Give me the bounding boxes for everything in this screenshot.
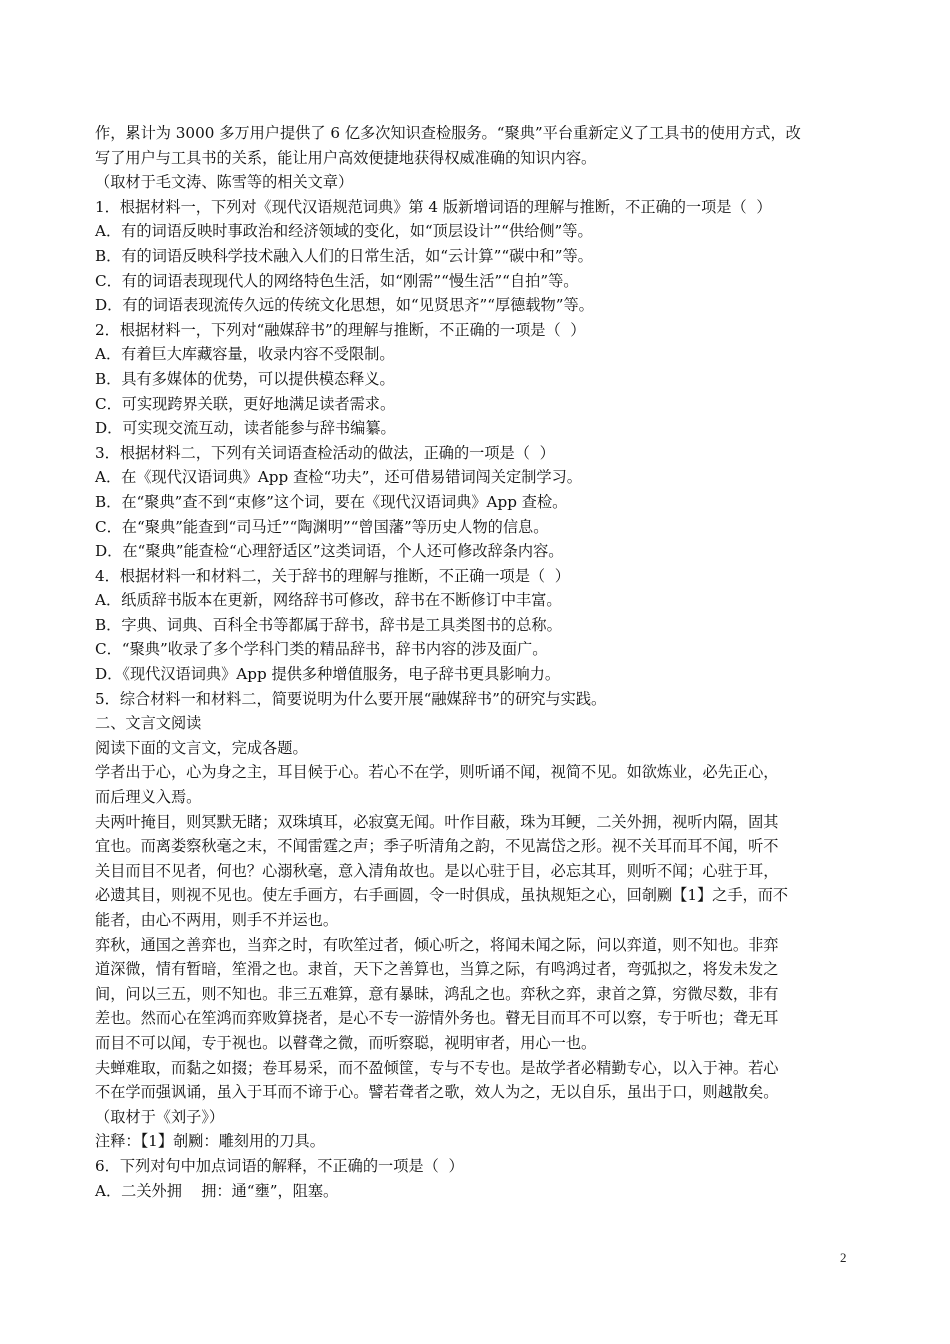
text-line: 注释：【1】剞劂：雕刻用的刀具。 — [95, 1132, 325, 1151]
text-line: A．有着巨大库藏容量，收录内容不受限制。 — [95, 345, 395, 364]
text-line: 1．根据材料一，下列对《现代汉语规范词典》第 4 版新增词语的理解与推断，不正确的一项是（ ） — [95, 197, 772, 216]
text-line: 6．下列对句中加点词语的解释，不正确的一项是（ ） — [95, 1156, 464, 1175]
document-body — [95, 121, 865, 1203]
text-line: 而后理义入焉。 — [95, 788, 202, 807]
text-line: 弈秋，通国之善弈也，当弈之时，有吹笙过者，倾心听之，将闻未闻之际，问以弈道，则不知也。非弈 — [95, 935, 779, 954]
text-line: （取材于毛文涛、陈雪等的相关文章） — [95, 173, 354, 192]
text-line: 5．综合材料一和材料二，简要说明为什么要开展“融媒辞书”的研究与实践。 — [95, 689, 607, 708]
text-line: C．有的词语表现现代人的网络特色生活，如“刚需”“慢生活”“自拍”等。 — [95, 271, 579, 290]
text-line: 写了用户与工具书的关系，能让用户高效便捷地获得权威准确的知识内容。 — [95, 148, 597, 167]
text-line: A．二关外拥 拥：通“壅”，阻塞。 — [95, 1181, 339, 1200]
text-line: B．在“聚典”查不到“束修”这个词，要在《现代汉语词典》App 查检。 — [95, 492, 568, 511]
text-line: B．有的词语反映科学技术融入人们的日常生活，如“云计算”“碳中和”等。 — [95, 246, 593, 265]
text-line: A．有的词语反映时事政治和经济领域的变化，如“顶层设计”“供给侧”等。 — [95, 222, 593, 241]
page-number: 2 — [840, 1250, 847, 1265]
text-line: （取材于《刘子》） — [95, 1107, 225, 1126]
text-line: B．字典、词典、百科全书等都属于辞书，辞书是工具类图书的总称。 — [95, 615, 562, 634]
text-line: 不在学而强讽诵，虽入于耳而不谛于心。譬若聋者之歌，效人为之，无以自乐，虽出于口，则越散矣。 — [95, 1083, 779, 1102]
text-line: D．在“聚典”能查检“心理舒适区”这类词语，个人还可修改辞条内容。 — [95, 542, 564, 561]
text-line: 差也。然而心在笙鸿而弈败算挠者，是心不专一游情外务也。瞽无目而耳不可以察，专于听也；聋无耳 — [95, 1009, 779, 1028]
text-line: 必遗其目，则视不见也。使左手画方，右手画圆，令一时俱成，虽执规矩之心，回剞劂【1】之手，而不 — [95, 886, 789, 905]
text-line: C．“聚典”收录了多个学科门类的精品辞书，辞书内容的涉及面广。 — [95, 640, 548, 659]
text-line: C．可实现跨界关联，更好地满足读者需求。 — [95, 394, 396, 413]
text-line: 阅读下面的文言文，完成各题。 — [95, 738, 308, 757]
text-line: 能者，由心不两用，则手不并运也。 — [95, 911, 338, 929]
text-line: 宜也。而离娄察秋毫之末，不闻雷霆之声；季子听清角之韵，不见嵩岱之形。视不关耳而耳不闻，听不 — [95, 837, 779, 856]
text-line: 学者出于心，心为身之主，耳目候于心。若心不在学，则听诵不闻，视简不见。如欲炼业，必先正心， — [95, 763, 779, 782]
text-line: 夫两叶掩目，则冥默无睹；双珠填耳，必寂寞无闻。叶作目蔽，珠为耳鲠，二关外拥，视听内隔，固其 — [95, 812, 779, 831]
text-line: C．在“聚典”能查到“司马迁”“陶渊明”“曾国藩”等历史人物的信息。 — [95, 517, 549, 536]
text-line: D．《现代汉语词典》App 提供多种增值服务，电子辞书更具影响力。 — [95, 665, 561, 684]
text-line: A．在《现代汉语词典》App 查检“功夫”，还可借易错词闯关定制学习。 — [95, 468, 582, 487]
text-line: 道深微，情有暂暗，笙滑之也。隶首，天下之善算也，当算之际，有鸣鸿过者，弯弧拟之，将发未发之 — [95, 960, 779, 979]
text-line: 4．根据材料一和材料二，关于辞书的理解与推断，不正确一项是（ ） — [95, 566, 570, 585]
text-line: 2．根据材料一，下列对“融媒辞书”的理解与推断，不正确的一项是（ ） — [95, 320, 586, 339]
text-line: 作，累计为 3000 多万用户提供了 6 亿多次知识查检服务。“聚典”平台重新定义了工具书的使用方式，改 — [95, 124, 801, 142]
text-line: D．有的词语表现流传久远的传统文化思想，如“见贤思齐”“厚德载物”等。 — [95, 296, 594, 315]
text-line: 夫蝉难取，而黏之如掇；卷耳易采，而不盈倾筐，专与不专也。是故学者必精勤专心，以入于神。若心 — [95, 1058, 779, 1077]
text-line: 而目不可以闻，专于视也。以瞽聋之微，而听察聪，视明审者，用心一也。 — [95, 1033, 597, 1052]
text-line: 3．根据材料二，下列有关词语查检活动的做法，正确的一项是（ ） — [95, 443, 555, 462]
text-line: 间，问以三五，则不知也。非三五难算，意有暴昧，鸿乱之也。弈秋之弈，隶首之算，穷微尽数，非有 — [95, 984, 779, 1003]
text-line: D．可实现交流互动，读者能参与辞书编纂。 — [95, 419, 396, 438]
text-line: A．纸质辞书版本在更新，网络辞书可修改，辞书在不断修订中丰富。 — [95, 591, 562, 610]
text-line: 二、文言文阅读 — [95, 714, 202, 733]
text-line: 关目而目不见者，何也？心溺秋毫，意入清角故也。是以心驻于目，必忘其耳，则听不闻；心驻于耳， — [95, 861, 779, 880]
text-line: B．具有多媒体的优势，可以提供模态释义。 — [95, 369, 395, 388]
